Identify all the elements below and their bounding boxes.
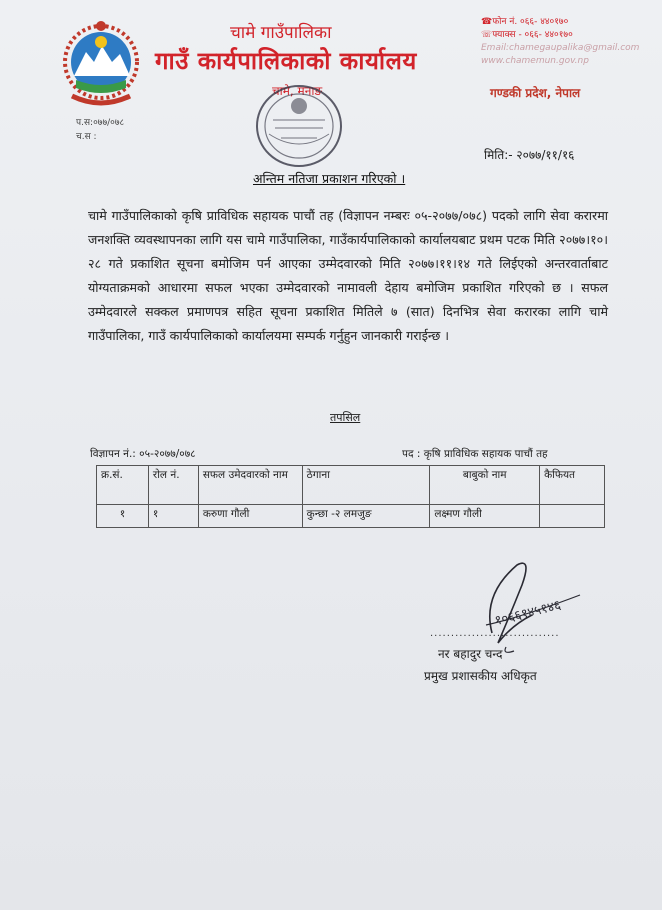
cell-remarks [540,505,605,528]
letter-number: प.स:०७७/०७८ [76,118,125,128]
letter-date: मिति:- २०७७/११/१६ [484,148,575,162]
svg-text:१०६६१४५१४६: १०६६१४५१४६ [493,597,563,629]
office-stamp-icon [243,72,355,180]
nepal-emblem-icon [62,18,140,106]
cell-address: कुन्छा -२ लमजुङ [302,505,430,528]
subject-line: अन्तिम नतिजा प्रकाशन गरिएको । [253,171,406,186]
office-name: गाउँ कार्यपालिकाको कार्यालय [155,46,417,75]
cell-roll: १ [148,505,198,528]
cell-name: करुणा गौली [198,505,302,528]
office-location: चामे, मनाङ [272,84,323,98]
contact-block [481,16,639,68]
signer-name: नर बहादुर चन्द [438,647,503,661]
col-header-roll: रोल नं. [148,466,198,505]
col-header-name: सफल उमेदवारको नाम [198,466,302,505]
table-row [97,505,605,528]
col-header-address: ठेगाना [302,466,430,505]
col-header-serial: क्र.सं. [97,466,149,505]
col-header-remarks: कैफियत [540,466,605,505]
dispatch-number: च.स : [76,132,97,142]
table-header-row [97,466,605,505]
municipality-name: चामे गाउँपालिका [230,23,332,43]
cell-serial: १ [97,505,149,528]
fax-number: ☏फ्याक्स - ०६६- ४४०१७० [481,30,573,40]
post-name: पद : कृषि प्राविधिक सहायक पाचौं तह [402,448,548,460]
notice-body: चामे गाउँपालिकाको कृषि प्राविधिक सहायक पाचौं तह (विज्ञापन नम्बरः ०५-२०७७/०७८) पदको लागि सेवा करारमा जनशक्ति व्यवस्थापनका लागि यस चामे गाउँपालिका, गाउँकार्यपालिकाको कार्यालयबाट प्रथम पटक मिति २०७७।१०।२८ गते प्रकाशित सूचना बमोजिम पर्न आएका उम्मेदवारको मिति २०७७।११।१४ गते लिईएको अन्तरवार्ताबाट योग्यताक्रमको आधारमा सफल भएका उम्मेदवारको नामावली देहाय बमोजिम प्रकाशित गरिएको छ । सफल उम्मेदवारले सक्कल प्रमाणपत्र सहित सूचना प्रकाशित मितिले ७ (सात) दिनभित्र सेवा करारका लागि चामे गाउँपालिका, गाउँ कार्यपालिकाको कार्यालयमा सम्पर्क गर्नुहुन जानकारी गराईन्छ । [88,208,608,343]
cell-father: लक्ष्मण गौली [430,505,540,528]
signer-designation: प्रमुख प्रशासकीय अधिकृत [424,669,537,683]
schedule-heading: तपसिल [330,411,361,424]
reference-block [76,116,124,144]
result-table [96,465,605,528]
phone-number: ☎फोन नं. ०६६- ४४०१७० [481,17,569,27]
email-address: Email:chamegaupalika@gmail.com [481,43,640,53]
website-url: www.chamemun.gov.np [481,56,589,66]
province-name: गण्डकी प्रदेश, नेपाल [490,86,581,100]
advert-number: विज्ञापन नं.: ०५-२०७७/०७८ [90,448,196,460]
signature-line: ............................... [430,628,560,639]
col-header-father: बाबुको नाम [430,466,540,505]
